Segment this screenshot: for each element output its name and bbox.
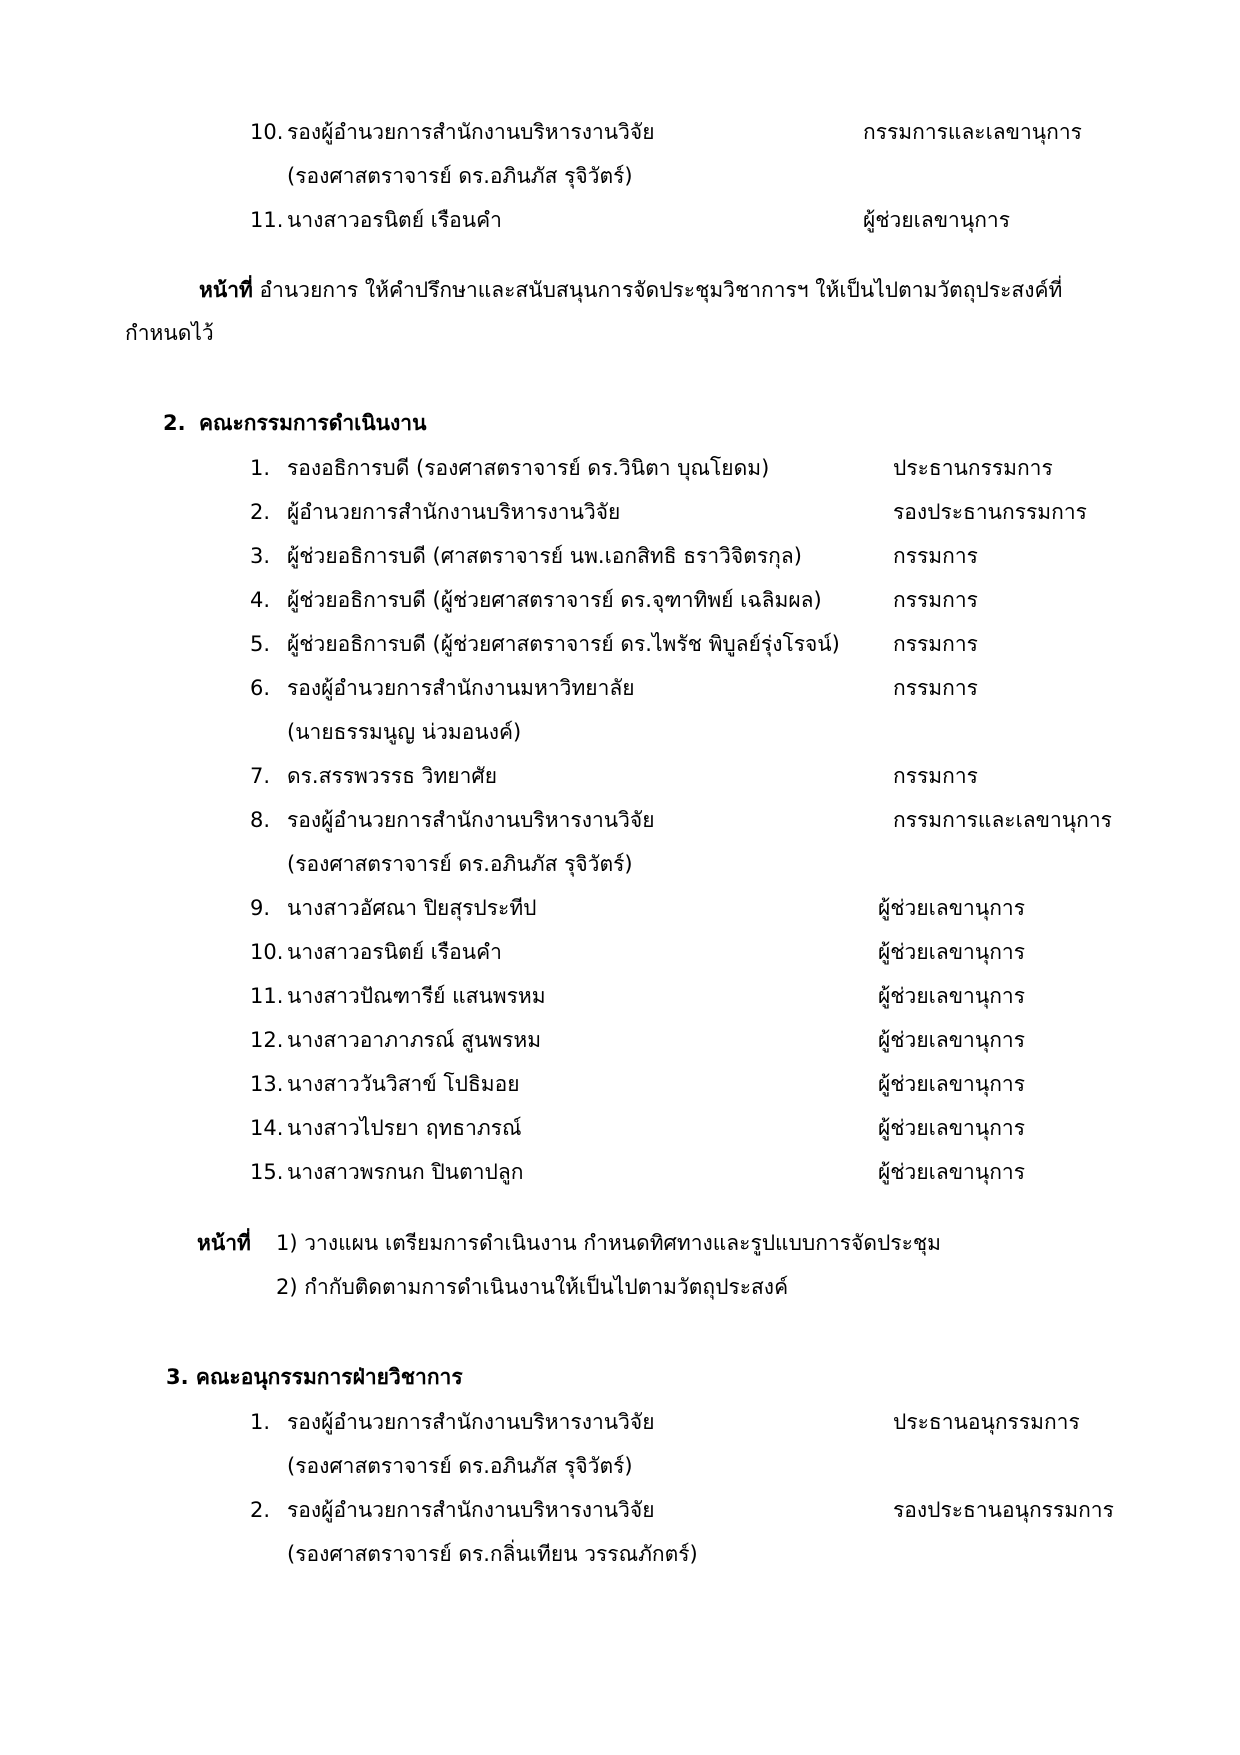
section-2-number: 2. <box>163 411 186 435</box>
intro-item-10-name: รองผู้อำนวยการสำนักงานบริหารงานวิจัย <box>287 120 655 144</box>
member-name: รองอธิการบดี (รองศาสตราจารย์ ดร.วินิตา บุณโยดม) <box>287 456 770 480</box>
member-name: ผู้ช่วยอธิการบดี (ศาสตราจารย์ นพ.เอกสิทธิ ธราวิจิตรกุล) <box>287 544 802 568</box>
member-role: กรรมการ <box>893 676 978 700</box>
member-role: ผู้ช่วยเลขานุการ <box>878 1116 1025 1140</box>
intro-item-11-role: ผู้ช่วยเลขานุการ <box>863 208 1010 232</box>
member-number: 10. <box>250 940 284 964</box>
member-name: ผู้ช่วยอธิการบดี (ผู้ช่วยศาสตราจารย์ ดร.จุฑาทิพย์ เฉลิมผล) <box>287 588 822 612</box>
member-number: 13. <box>250 1072 284 1096</box>
member-name: รองผู้อำนวยการสำนักงานบริหารงานวิจัย <box>287 1410 655 1434</box>
member-number: 6. <box>250 676 271 700</box>
member-name-sub: (รองศาสตราจารย์ ดร.อภินภัส รุจิวัตร์) <box>287 1454 633 1478</box>
member-name-sub: (นายธรรมนูญ น่วมอนงค์) <box>287 720 522 744</box>
member-name: ผู้อำนวยการสำนักงานบริหารงานวิจัย <box>287 500 621 524</box>
member-role: กรรมการ <box>893 588 978 612</box>
member-name-sub: (รองศาสตราจารย์ ดร.อภินภัส รุจิวัตร์) <box>287 852 633 876</box>
member-role: กรรมการ <box>893 632 978 656</box>
member-name: นางสาวไปรยา ฤทธาภรณ์ <box>287 1116 522 1140</box>
member-name: รองผู้อำนวยการสำนักงานบริหารงานวิจัย <box>287 1498 655 1522</box>
intro-duty <box>199 275 1062 305</box>
member-role: รองประธานกรรมการ <box>893 500 1087 524</box>
member-number: 1. <box>250 1410 271 1434</box>
member-number: 4. <box>250 588 271 612</box>
intro-duty-text: อำนวยการ ให้คำปรึกษาและสนับสนุนการจัดประชุมวิชาการฯ ให้เป็นไปตามวัตถุประสงค์ที่ <box>259 278 1063 302</box>
intro-duty-text-cont: กำหนดไว้ <box>125 321 214 345</box>
member-role: ผู้ช่วยเลขานุการ <box>878 1028 1025 1052</box>
member-role: ผู้ช่วยเลขานุการ <box>878 1072 1025 1096</box>
member-role: กรรมการ <box>893 544 978 568</box>
member-number: 5. <box>250 632 271 656</box>
member-number: 7. <box>250 764 271 788</box>
member-name: ดร.สรรพวรรธ วิทยาศัย <box>287 764 498 788</box>
member-role: ผู้ช่วยเลขานุการ <box>878 984 1025 1008</box>
member-number: 3. <box>250 544 271 568</box>
intro-item-11-number: 11. <box>250 208 284 232</box>
intro-duty-label: หน้าที่ <box>199 278 253 302</box>
section-2-duty-label: หน้าที่ <box>197 1231 251 1255</box>
member-number: 2. <box>250 1498 271 1522</box>
section-2-duty-item-2: 2) กำกับติดตามการดำเนินงานให้เป็นไปตามวัตถุประสงค์ <box>276 1275 789 1299</box>
member-name: รองผู้อำนวยการสำนักงานมหาวิทยาลัย <box>287 676 635 700</box>
member-number: 1. <box>250 456 271 480</box>
section-2-title: คณะกรรมการดำเนินงาน <box>199 411 427 435</box>
member-role: ผู้ช่วยเลขานุการ <box>878 940 1025 964</box>
member-name: นางสาวพรกนก ปินตาปลูก <box>287 1160 524 1184</box>
member-name: นางสาววันวิสาข์ โปธิมอย <box>287 1072 520 1096</box>
intro-item-11-name: นางสาวอรนิตย์ เรือนคำ <box>287 208 502 232</box>
member-role: ประธานอนุกรรมการ <box>893 1410 1080 1434</box>
member-role: ผู้ช่วยเลขานุการ <box>878 896 1025 920</box>
member-number: 9. <box>250 896 271 920</box>
section-3-title: 3. คณะอนุกรรมการฝ่ายวิชาการ <box>166 1365 463 1389</box>
member-name: รองผู้อำนวยการสำนักงานบริหารงานวิจัย <box>287 808 655 832</box>
member-number: 15. <box>250 1160 284 1184</box>
intro-item-10-role: กรรมการและเลขานุการ <box>863 120 1082 144</box>
member-number: 8. <box>250 808 271 832</box>
member-number: 14. <box>250 1116 284 1140</box>
member-name: นางสาวอรนิตย์ เรือนคำ <box>287 940 502 964</box>
member-role: กรรมการและเลขานุการ <box>893 808 1112 832</box>
intro-item-10-number: 10. <box>250 120 284 144</box>
member-name: นางสาวอาภาภรณ์ สูนพรหม <box>287 1028 542 1052</box>
intro-item-10-sub: (รองศาสตราจารย์ ดร.อภินภัส รุจิวัตร์) <box>287 164 633 188</box>
member-role: ประธานกรรมการ <box>893 456 1053 480</box>
section-2-duty-item-1: 1) วางแผน เตรียมการดำเนินงาน กำหนดทิศทางและรูปแบบการจัดประชุม <box>276 1231 941 1255</box>
member-name-sub: (รองศาสตราจารย์ ดร.กลิ่นเทียน วรรณภักตร์) <box>287 1542 698 1566</box>
member-name: ผู้ช่วยอธิการบดี (ผู้ช่วยศาสตราจารย์ ดร.ไพรัช พิบูลย์รุ่งโรจน์) <box>287 632 840 656</box>
member-name: นางสาวปัณฑารีย์ แสนพรหม <box>287 984 546 1008</box>
member-number: 12. <box>250 1028 284 1052</box>
member-name: นางสาวอัศณา ปิยสุรประทีป <box>287 896 537 920</box>
member-number: 2. <box>250 500 271 524</box>
member-role: กรรมการ <box>893 764 978 788</box>
member-role: ผู้ช่วยเลขานุการ <box>878 1160 1025 1184</box>
member-role: รองประธานอนุกรรมการ <box>893 1498 1114 1522</box>
member-number: 11. <box>250 984 284 1008</box>
